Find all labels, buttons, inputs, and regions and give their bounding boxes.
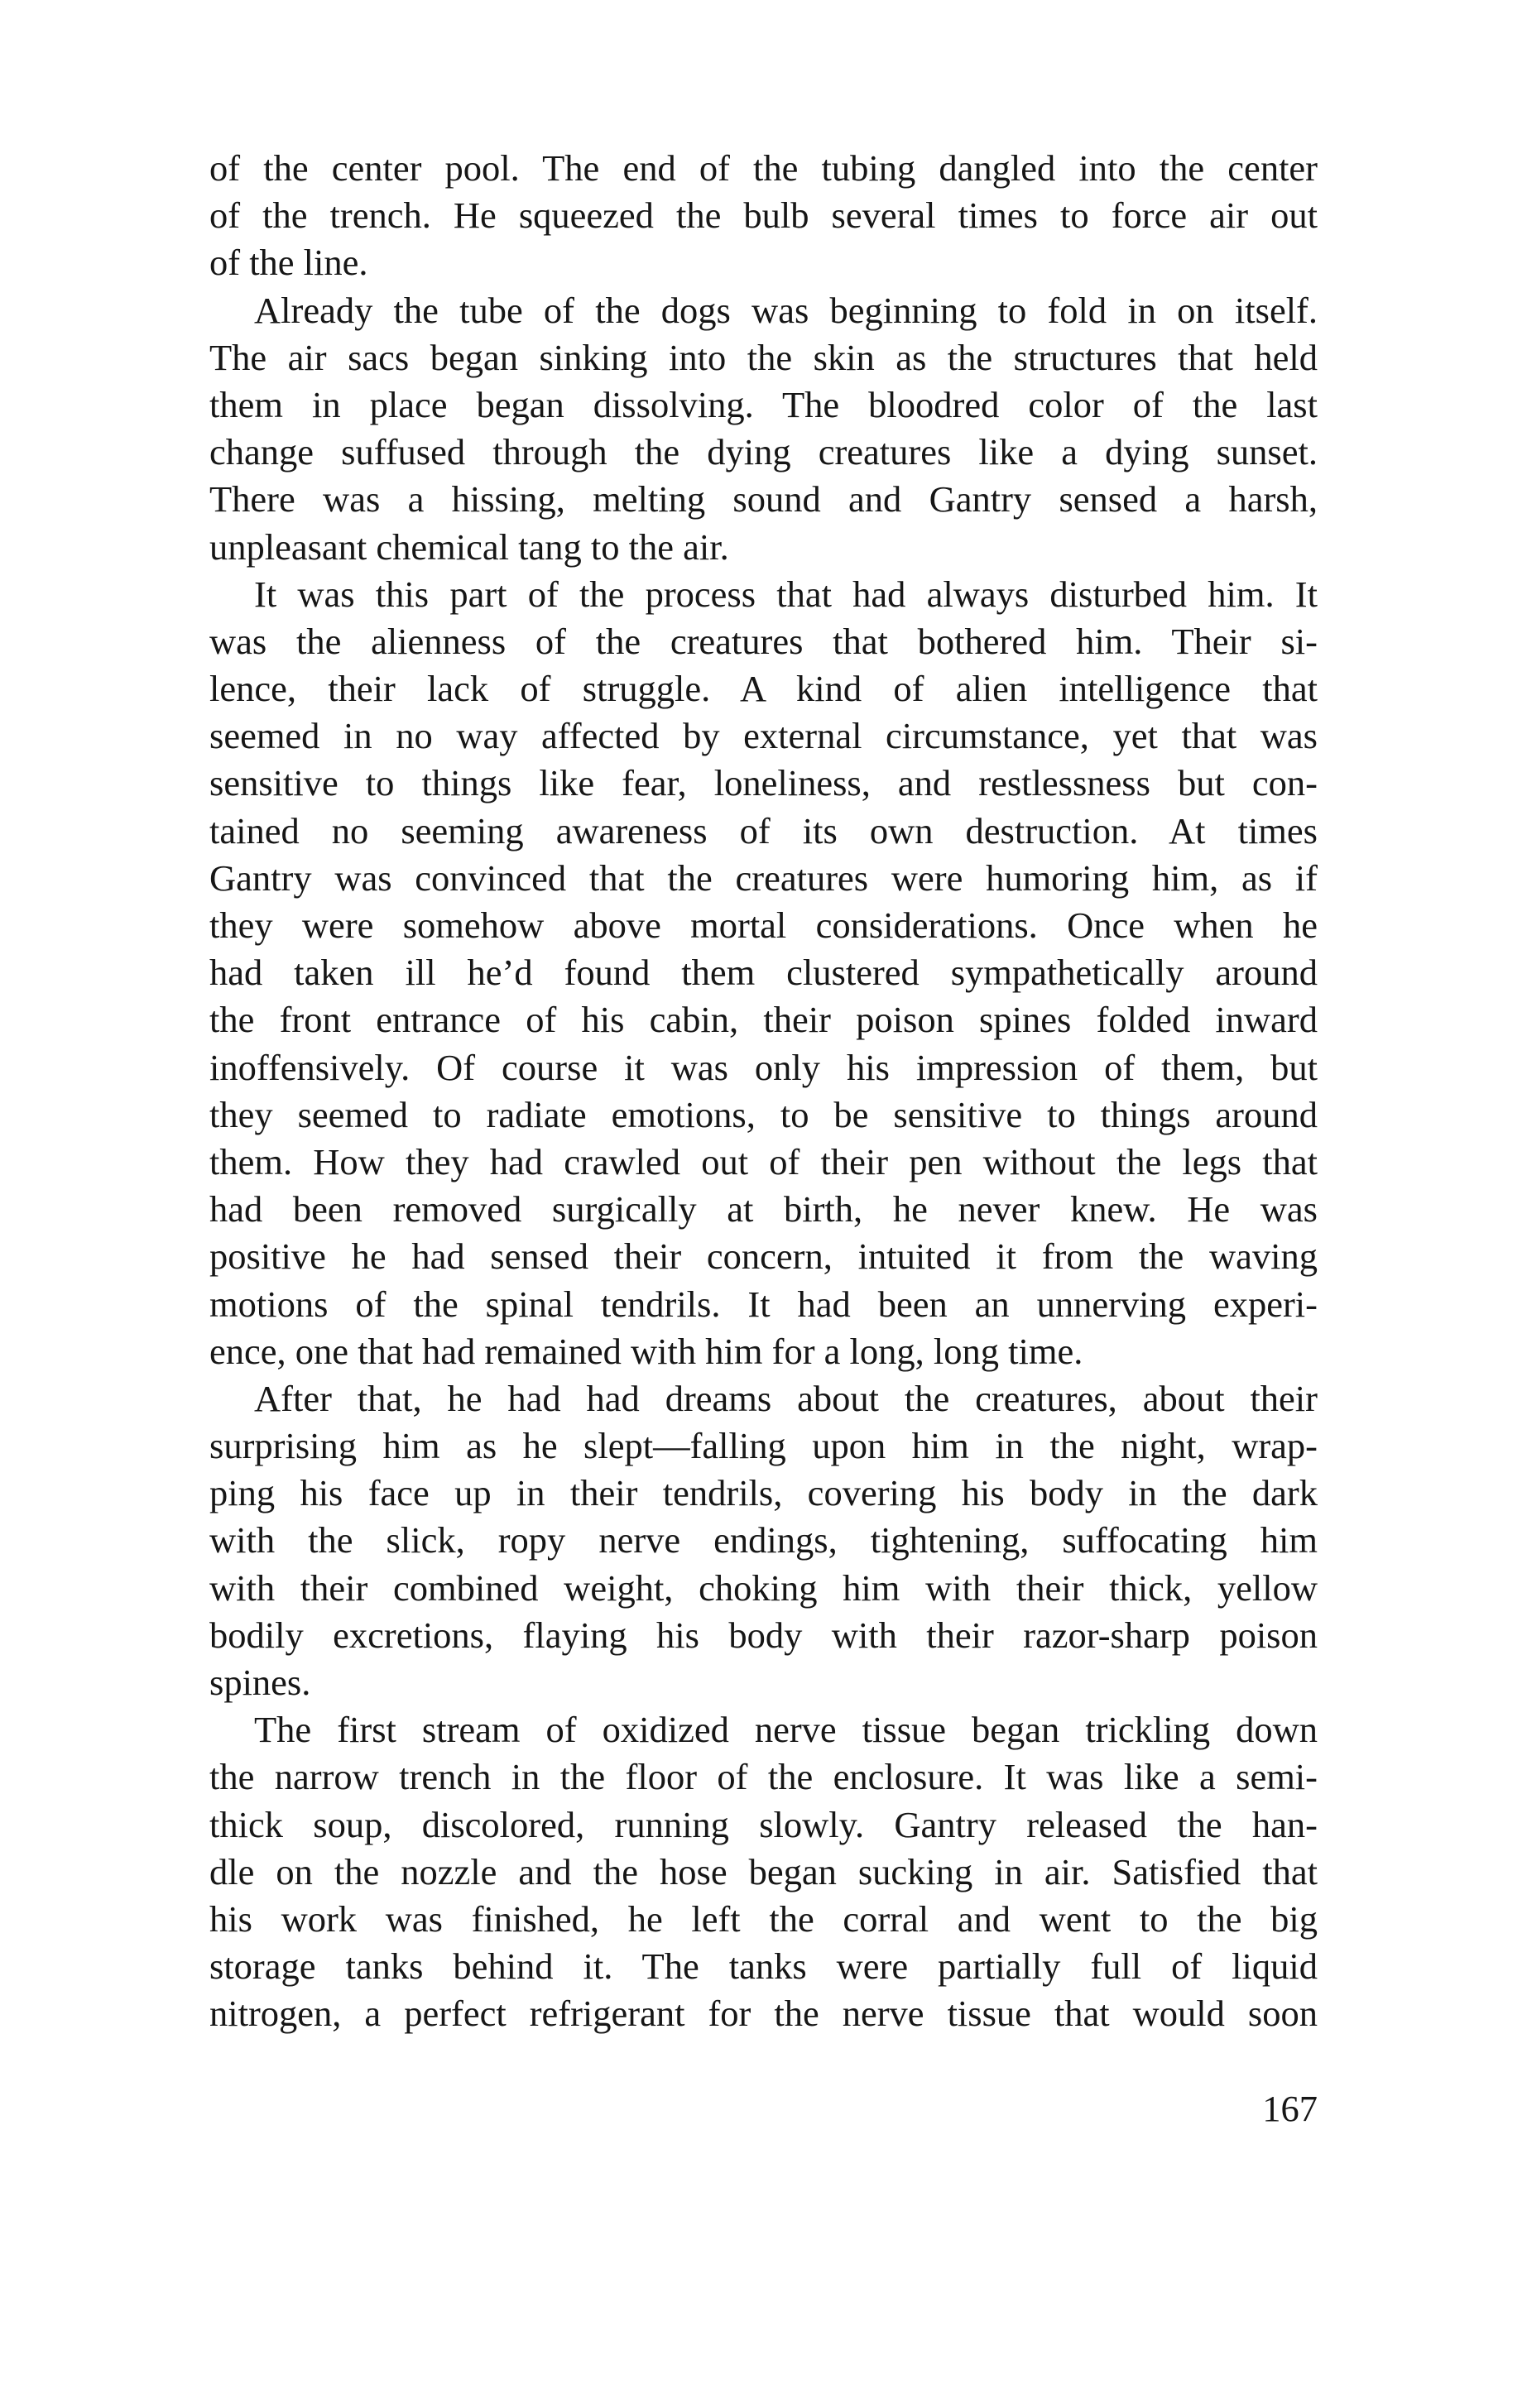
text-line: bodily excretions, flaying his body with their razor-sharp poison [209, 1614, 1318, 1656]
text-line: lence, their lack of struggle. A kind of alien intelligence that [209, 668, 1318, 710]
text-line: surprising him as he slept—falling upon him in the night, wrap- [209, 1425, 1318, 1467]
text-line: seemed in no way affected by external circumstance, yet that was [209, 715, 1318, 757]
text-line: they seemed to radiate emotions, to be sensitive to things around [209, 1093, 1318, 1135]
text-line: the narrow trench in the floor of the enclosure. It was like a semi- [209, 1756, 1318, 1798]
paragraph-4 [209, 1375, 1318, 1706]
text-line: Gantry was convinced that the creatures were humoring him, as if [209, 856, 1318, 899]
paragraph-3 [209, 571, 1318, 1375]
paragraph-2 [209, 287, 1318, 571]
text-line: the front entrance of his cabin, their poison spines folded inward [209, 999, 1318, 1041]
text-line: spines. [209, 1662, 311, 1703]
text-line: After that, he had had dreams about the creatures, about their [254, 1377, 1318, 1419]
text-line: of the center pool. The end of the tubing dangled into the center [209, 147, 1318, 189]
text-line: Already the tube of the dogs was beginning to fold in on itself. [254, 289, 1318, 331]
text-line: There was a hissing, melting sound and Gantry sensed a harsh, [209, 478, 1318, 520]
text-line: The air sacs began sinking into the skin as the structures that held [209, 336, 1318, 378]
paragraph-5 [209, 1706, 1318, 2037]
text-line: storage tanks behind it. The tanks were partially full of liquid [209, 1945, 1318, 1988]
text-line: sensitive to things like fear, loneliness, and restlessness but con- [209, 762, 1318, 804]
text-line: thick soup, discolored, running slowly. Gantry released the han- [209, 1803, 1318, 1845]
page-number: 167 [1262, 2088, 1318, 2129]
text-line: with their combined weight, choking him with their thick, yellow [209, 1566, 1318, 1609]
text-line: his work was finished, he left the corral and went to the big [209, 1897, 1318, 1940]
text-line: nitrogen, a perfect refrigerant for the nerve tissue that would soon [209, 1993, 1318, 2035]
text-line: was the alienness of the creatures that bothered him. Their si- [209, 620, 1318, 662]
text-line: they were somehow above mortal considerations. Once when he [209, 904, 1318, 946]
text-line: motions of the spinal tendrils. It had been an unnerving experi- [209, 1283, 1318, 1325]
text-line: ence, one that had remained with him for a long, long time. [209, 1330, 1083, 1372]
text-line: of the trench. He squeezed the bulb several times to force air out [209, 194, 1318, 237]
text-line: positive he had sensed their concern, intuited it from the waving [209, 1235, 1318, 1278]
text-line: of the line. [209, 242, 368, 284]
text-line: them in place began dissolving. The bloodred color of the last [209, 383, 1318, 425]
text-line: unpleasant chemical tang to the air. [209, 525, 729, 568]
text-line: The first stream of oxidized nerve tissue began trickling down [254, 1709, 1318, 1751]
text-line: had taken ill he’d found them clustered sympathetically around [209, 952, 1318, 994]
text-line: dle on the nozzle and the hose began sucking in air. Satisfied that [209, 1850, 1318, 1892]
text-line: them. How they had crawled out of their pen without the legs that [209, 1140, 1318, 1182]
text-line: tained no seeming awareness of its own destruction. At times [209, 809, 1318, 851]
paragraph-1 [209, 145, 1318, 287]
text-line: It was this part of the process that had always disturbed him. It [254, 573, 1318, 615]
text-line: with the slick, ropy nerve endings, tightening, suffocating him [209, 1519, 1318, 1561]
text-line: inoffensively. Of course it was only his impression of them, but [209, 1046, 1318, 1088]
text-line: had been removed surgically at birth, he never knew. He was [209, 1188, 1318, 1230]
text-line: ping his face up in their tendrils, covering his body in the dark [209, 1472, 1318, 1514]
body-text [209, 145, 1318, 2038]
text-line: change suffused through the dying creatures like a dying sunset. [209, 431, 1318, 473]
